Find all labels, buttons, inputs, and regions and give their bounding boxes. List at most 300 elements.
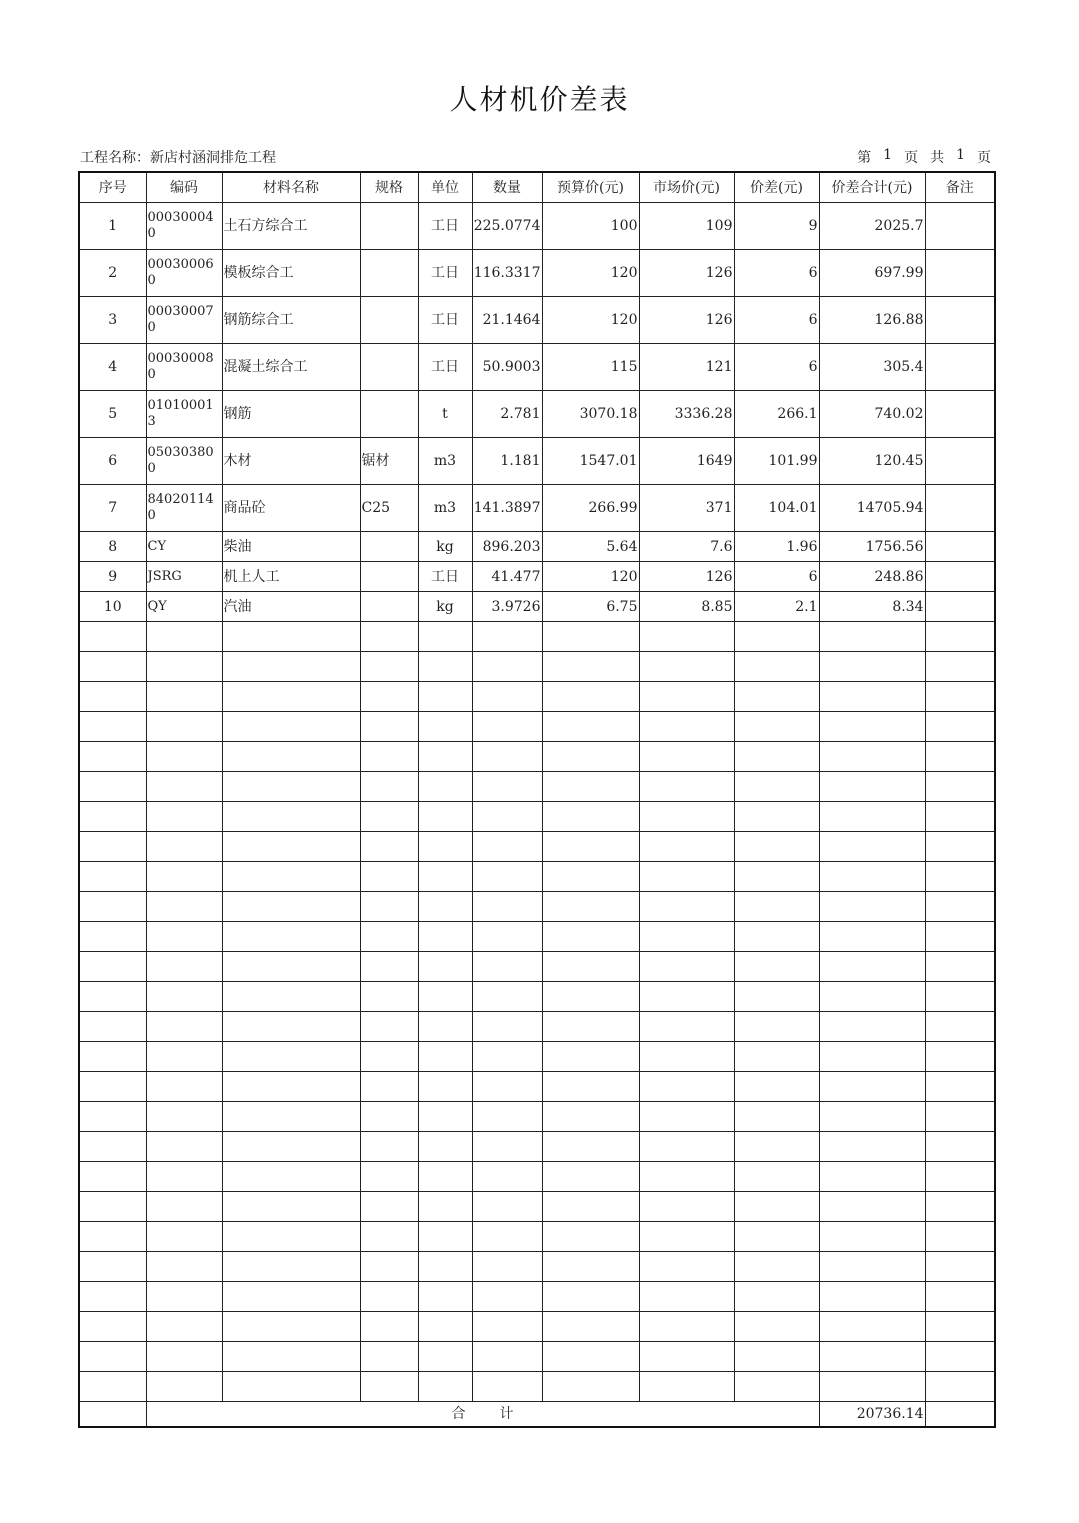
- cell-no: 8: [79, 532, 146, 562]
- empty-cell: [146, 832, 222, 862]
- empty-cell: [472, 1282, 542, 1312]
- empty-cell: [925, 922, 995, 952]
- empty-cell: [925, 892, 995, 922]
- cell-code: 000300080: [146, 344, 222, 391]
- empty-cell: [418, 1102, 472, 1132]
- cell-unit: 工日: [418, 203, 472, 250]
- empty-cell: [819, 1252, 925, 1282]
- empty-cell: [925, 802, 995, 832]
- empty-cell: [222, 1162, 360, 1192]
- empty-cell: [472, 1012, 542, 1042]
- empty-cell: [472, 922, 542, 952]
- empty-cell: [79, 1192, 146, 1222]
- empty-cell: [819, 1192, 925, 1222]
- empty-cell: [472, 1252, 542, 1282]
- empty-cell: [639, 952, 734, 982]
- empty-cell: [360, 1342, 418, 1372]
- cell-code: QY: [146, 592, 222, 622]
- empty-cell: [639, 1312, 734, 1342]
- empty-table-row: [79, 652, 995, 682]
- empty-cell: [472, 652, 542, 682]
- empty-cell: [542, 682, 639, 712]
- pager-label-di: 第: [857, 150, 872, 166]
- empty-cell: [360, 802, 418, 832]
- cell-qty: 896.203: [472, 532, 542, 562]
- cell-note: [925, 344, 995, 391]
- empty-cell: [542, 1312, 639, 1342]
- empty-cell: [146, 1252, 222, 1282]
- empty-cell: [472, 742, 542, 772]
- empty-cell: [360, 622, 418, 652]
- cell-diff: 6: [734, 562, 819, 592]
- empty-cell: [542, 1012, 639, 1042]
- empty-cell: [734, 1192, 819, 1222]
- empty-cell: [925, 862, 995, 892]
- empty-cell: [418, 1342, 472, 1372]
- pager-label-ye2: 页: [977, 150, 991, 166]
- empty-cell: [639, 1102, 734, 1132]
- empty-cell: [819, 772, 925, 802]
- empty-cell: [819, 802, 925, 832]
- cell-market: 3336.28: [639, 391, 734, 438]
- cell-qty: 50.9003: [472, 344, 542, 391]
- empty-cell: [734, 1072, 819, 1102]
- empty-cell: [819, 922, 925, 952]
- cell-budget: 120: [542, 297, 639, 344]
- empty-cell: [734, 652, 819, 682]
- empty-cell: [925, 1042, 995, 1072]
- empty-cell: [79, 1162, 146, 1192]
- empty-cell: [360, 952, 418, 982]
- cell-qty: 2.781: [472, 391, 542, 438]
- empty-cell: [418, 1072, 472, 1102]
- empty-cell: [360, 742, 418, 772]
- empty-cell: [734, 802, 819, 832]
- cell-name: 模板综合工: [222, 250, 360, 297]
- empty-cell: [360, 682, 418, 712]
- header-no: 序号: [79, 172, 146, 203]
- empty-cell: [222, 712, 360, 742]
- empty-cell: [639, 862, 734, 892]
- empty-cell: [418, 1312, 472, 1342]
- cell-budget: 100: [542, 203, 639, 250]
- cell-name: 土石方综合工: [222, 203, 360, 250]
- empty-cell: [79, 982, 146, 1012]
- cell-spec: [360, 344, 418, 391]
- empty-cell: [925, 832, 995, 862]
- cell-code: 000300060: [146, 250, 222, 297]
- empty-cell: [418, 652, 472, 682]
- table-row: [79, 344, 995, 391]
- empty-cell: [925, 742, 995, 772]
- empty-cell: [418, 892, 472, 922]
- empty-cell: [79, 652, 146, 682]
- empty-cell: [639, 1372, 734, 1402]
- cell-unit: 工日: [418, 562, 472, 592]
- cell-name: 机上人工: [222, 562, 360, 592]
- empty-cell: [925, 1222, 995, 1252]
- table-header-row: [79, 172, 995, 203]
- cell-diff: 104.01: [734, 485, 819, 532]
- empty-cell: [734, 1162, 819, 1192]
- empty-cell: [472, 1192, 542, 1222]
- cell-unit: m3: [418, 485, 472, 532]
- empty-cell: [925, 682, 995, 712]
- cell-market: 8.85: [639, 592, 734, 622]
- empty-cell: [222, 652, 360, 682]
- empty-cell: [734, 712, 819, 742]
- empty-cell: [734, 862, 819, 892]
- empty-cell: [146, 712, 222, 742]
- cell-code: CY: [146, 532, 222, 562]
- empty-cell: [542, 1372, 639, 1402]
- empty-cell: [146, 1072, 222, 1102]
- empty-cell: [418, 832, 472, 862]
- empty-table-row: [79, 1282, 995, 1312]
- empty-cell: [146, 982, 222, 1012]
- empty-cell: [222, 922, 360, 952]
- empty-table-row: [79, 1072, 995, 1102]
- cell-name: 商品砼: [222, 485, 360, 532]
- empty-cell: [360, 1282, 418, 1312]
- empty-cell: [418, 622, 472, 652]
- empty-cell: [819, 1162, 925, 1192]
- cell-budget: 115: [542, 344, 639, 391]
- table-row: [79, 250, 995, 297]
- cell-name: 汽油: [222, 592, 360, 622]
- cell-total: 8.34: [819, 592, 925, 622]
- empty-cell: [360, 1162, 418, 1192]
- empty-table-row: [79, 1012, 995, 1042]
- empty-cell: [819, 652, 925, 682]
- empty-cell: [542, 982, 639, 1012]
- empty-table-row: [79, 622, 995, 652]
- empty-cell: [360, 922, 418, 952]
- empty-cell: [146, 1192, 222, 1222]
- empty-cell: [472, 1072, 542, 1102]
- pager-current: 1: [883, 147, 893, 163]
- empty-cell: [79, 1132, 146, 1162]
- empty-cell: [146, 1222, 222, 1252]
- empty-cell: [639, 1162, 734, 1192]
- empty-cell: [222, 952, 360, 982]
- empty-cell: [734, 622, 819, 652]
- empty-cell: [472, 832, 542, 862]
- cell-note: [925, 438, 995, 485]
- empty-cell: [146, 1012, 222, 1042]
- cell-unit: 工日: [418, 344, 472, 391]
- empty-cell: [819, 1102, 925, 1132]
- empty-cell: [79, 862, 146, 892]
- empty-cell: [472, 772, 542, 802]
- cell-spec: [360, 391, 418, 438]
- empty-cell: [79, 712, 146, 742]
- empty-cell: [418, 802, 472, 832]
- header-name: 材料名称: [222, 172, 360, 203]
- cell-budget: 120: [542, 562, 639, 592]
- empty-cell: [925, 1342, 995, 1372]
- empty-cell: [79, 952, 146, 982]
- table-row: [79, 562, 995, 592]
- empty-cell: [222, 982, 360, 1012]
- cell-diff: 2.1: [734, 592, 819, 622]
- empty-cell: [639, 892, 734, 922]
- empty-cell: [819, 1312, 925, 1342]
- empty-cell: [222, 892, 360, 922]
- cell-note: [925, 485, 995, 532]
- empty-cell: [360, 1012, 418, 1042]
- empty-cell: [819, 892, 925, 922]
- cell-no: 9: [79, 562, 146, 592]
- empty-cell: [418, 682, 472, 712]
- empty-cell: [360, 1042, 418, 1072]
- empty-cell: [472, 622, 542, 652]
- cell-spec: [360, 250, 418, 297]
- empty-table-row: [79, 1342, 995, 1372]
- empty-cell: [360, 1252, 418, 1282]
- cell-diff: 266.1: [734, 391, 819, 438]
- empty-cell: [222, 772, 360, 802]
- empty-table-row: [79, 742, 995, 772]
- cell-name: 柴油: [222, 532, 360, 562]
- empty-cell: [222, 802, 360, 832]
- empty-cell: [542, 622, 639, 652]
- empty-cell: [418, 1042, 472, 1072]
- empty-table-row: [79, 1042, 995, 1072]
- table-row: [79, 592, 995, 622]
- cell-spec: [360, 203, 418, 250]
- table-body: [79, 203, 995, 1402]
- empty-cell: [542, 862, 639, 892]
- empty-cell: [222, 742, 360, 772]
- empty-cell: [542, 712, 639, 742]
- cell-qty: 141.3897: [472, 485, 542, 532]
- cell-total: 2025.7: [819, 203, 925, 250]
- pager-label-ye: 页: [904, 150, 919, 166]
- empty-cell: [472, 1342, 542, 1372]
- empty-cell: [79, 772, 146, 802]
- cell-unit: 工日: [418, 250, 472, 297]
- empty-cell: [819, 1042, 925, 1072]
- empty-table-row: [79, 892, 995, 922]
- empty-cell: [79, 1222, 146, 1252]
- empty-cell: [146, 742, 222, 772]
- page-indicator: [857, 147, 991, 167]
- cell-unit: m3: [418, 438, 472, 485]
- empty-cell: [472, 952, 542, 982]
- empty-cell: [222, 682, 360, 712]
- page-title: 人材机价差表: [449, 83, 630, 116]
- empty-table-row: [79, 772, 995, 802]
- cell-budget: 6.75: [542, 592, 639, 622]
- empty-cell: [360, 832, 418, 862]
- empty-cell: [542, 1102, 639, 1132]
- empty-cell: [819, 1282, 925, 1312]
- empty-cell: [639, 922, 734, 952]
- cell-spec: [360, 532, 418, 562]
- empty-cell: [925, 1072, 995, 1102]
- empty-cell: [925, 1372, 995, 1402]
- empty-cell: [925, 1162, 995, 1192]
- empty-cell: [360, 1102, 418, 1132]
- empty-cell: [146, 862, 222, 892]
- empty-cell: [542, 652, 639, 682]
- empty-cell: [79, 832, 146, 862]
- empty-cell: [146, 1282, 222, 1312]
- empty-cell: [79, 802, 146, 832]
- empty-cell: [925, 982, 995, 1012]
- cell-name: 木材: [222, 438, 360, 485]
- empty-cell: [639, 1132, 734, 1162]
- cell-diff: 1.96: [734, 532, 819, 562]
- empty-cell: [472, 1132, 542, 1162]
- empty-table-row: [79, 712, 995, 742]
- empty-table-row: [79, 1162, 995, 1192]
- empty-cell: [360, 1132, 418, 1162]
- empty-cell: [819, 1132, 925, 1162]
- header-total: 价差合计(元): [819, 172, 925, 203]
- empty-cell: [639, 622, 734, 652]
- empty-cell: [542, 1162, 639, 1192]
- empty-cell: [146, 1102, 222, 1132]
- cell-code: 010100013: [146, 391, 222, 438]
- cell-spec: 锯材: [360, 438, 418, 485]
- empty-cell: [542, 1342, 639, 1372]
- empty-cell: [79, 622, 146, 652]
- table-row: [79, 297, 995, 344]
- cell-spec: [360, 297, 418, 344]
- empty-cell: [542, 742, 639, 772]
- empty-cell: [418, 772, 472, 802]
- empty-table-row: [79, 802, 995, 832]
- header-qty: 数量: [472, 172, 542, 203]
- empty-cell: [222, 1042, 360, 1072]
- cell-code: 050303800: [146, 438, 222, 485]
- empty-cell: [734, 1012, 819, 1042]
- empty-cell: [925, 712, 995, 742]
- empty-cell: [819, 1372, 925, 1402]
- empty-cell: [542, 772, 639, 802]
- empty-cell: [819, 682, 925, 712]
- empty-cell: [418, 922, 472, 952]
- cell-diff: 6: [734, 250, 819, 297]
- empty-cell: [79, 1372, 146, 1402]
- empty-cell: [639, 1012, 734, 1042]
- empty-cell: [146, 682, 222, 712]
- empty-cell: [639, 982, 734, 1012]
- empty-cell: [360, 862, 418, 892]
- cell-budget: 1547.01: [542, 438, 639, 485]
- cell-code: JSRG: [146, 562, 222, 592]
- empty-cell: [542, 1132, 639, 1162]
- empty-cell: [360, 1072, 418, 1102]
- empty-cell: [418, 1192, 472, 1222]
- empty-table-row: [79, 862, 995, 892]
- cell-total: 14705.94: [819, 485, 925, 532]
- empty-cell: [418, 712, 472, 742]
- header-market: 市场价(元): [639, 172, 734, 203]
- empty-cell: [819, 1222, 925, 1252]
- empty-table-row: [79, 1252, 995, 1282]
- cell-unit: 工日: [418, 297, 472, 344]
- empty-cell: [734, 1372, 819, 1402]
- empty-cell: [146, 652, 222, 682]
- table-total-row: [79, 1402, 995, 1428]
- empty-cell: [925, 1192, 995, 1222]
- empty-cell: [472, 1222, 542, 1252]
- cell-budget: 266.99: [542, 485, 639, 532]
- empty-cell: [925, 1282, 995, 1312]
- empty-cell: [79, 922, 146, 952]
- cell-market: 7.6: [639, 532, 734, 562]
- empty-cell: [542, 1072, 639, 1102]
- cell-total: 305.4: [819, 344, 925, 391]
- cell-note: [925, 297, 995, 344]
- empty-cell: [146, 1372, 222, 1402]
- empty-cell: [146, 1312, 222, 1342]
- empty-cell: [925, 1012, 995, 1042]
- empty-cell: [360, 712, 418, 742]
- empty-cell: [734, 832, 819, 862]
- empty-cell: [79, 1282, 146, 1312]
- cell-code: 000300040: [146, 203, 222, 250]
- cell-name: 混凝土综合工: [222, 344, 360, 391]
- cell-market: 126: [639, 297, 734, 344]
- empty-cell: [146, 1132, 222, 1162]
- cell-spec: [360, 562, 418, 592]
- cell-note: [925, 532, 995, 562]
- cell-note: [925, 250, 995, 297]
- empty-table-row: [79, 922, 995, 952]
- total-label-he: 合: [451, 1406, 466, 1422]
- cell-no: 5: [79, 391, 146, 438]
- empty-cell: [79, 892, 146, 922]
- empty-cell: [79, 1342, 146, 1372]
- empty-cell: [542, 892, 639, 922]
- empty-cell: [639, 652, 734, 682]
- cell-qty: 41.477: [472, 562, 542, 592]
- empty-cell: [222, 1192, 360, 1222]
- empty-cell: [639, 1282, 734, 1312]
- empty-cell: [925, 1132, 995, 1162]
- empty-cell: [542, 952, 639, 982]
- empty-cell: [819, 1342, 925, 1372]
- cell-unit: kg: [418, 592, 472, 622]
- table-row: [79, 391, 995, 438]
- empty-table-row: [79, 1132, 995, 1162]
- empty-cell: [639, 1192, 734, 1222]
- table-row: [79, 532, 995, 562]
- cell-qty: 21.1464: [472, 297, 542, 344]
- cell-diff: 9: [734, 203, 819, 250]
- project-name: 工程名称：新店村涵洞排危工程: [80, 150, 276, 166]
- empty-cell: [819, 832, 925, 862]
- empty-cell: [819, 982, 925, 1012]
- empty-cell: [472, 1042, 542, 1072]
- cell-unit: t: [418, 391, 472, 438]
- empty-cell: [79, 1312, 146, 1342]
- empty-cell: [925, 622, 995, 652]
- empty-cell: [925, 1312, 995, 1342]
- cell-market: 109: [639, 203, 734, 250]
- empty-cell: [639, 832, 734, 862]
- header-budget: 预算价(元): [542, 172, 639, 203]
- empty-cell: [360, 1372, 418, 1402]
- empty-cell: [222, 1222, 360, 1252]
- cell-diff: 101.99: [734, 438, 819, 485]
- empty-cell: [925, 952, 995, 982]
- empty-cell: [925, 1102, 995, 1132]
